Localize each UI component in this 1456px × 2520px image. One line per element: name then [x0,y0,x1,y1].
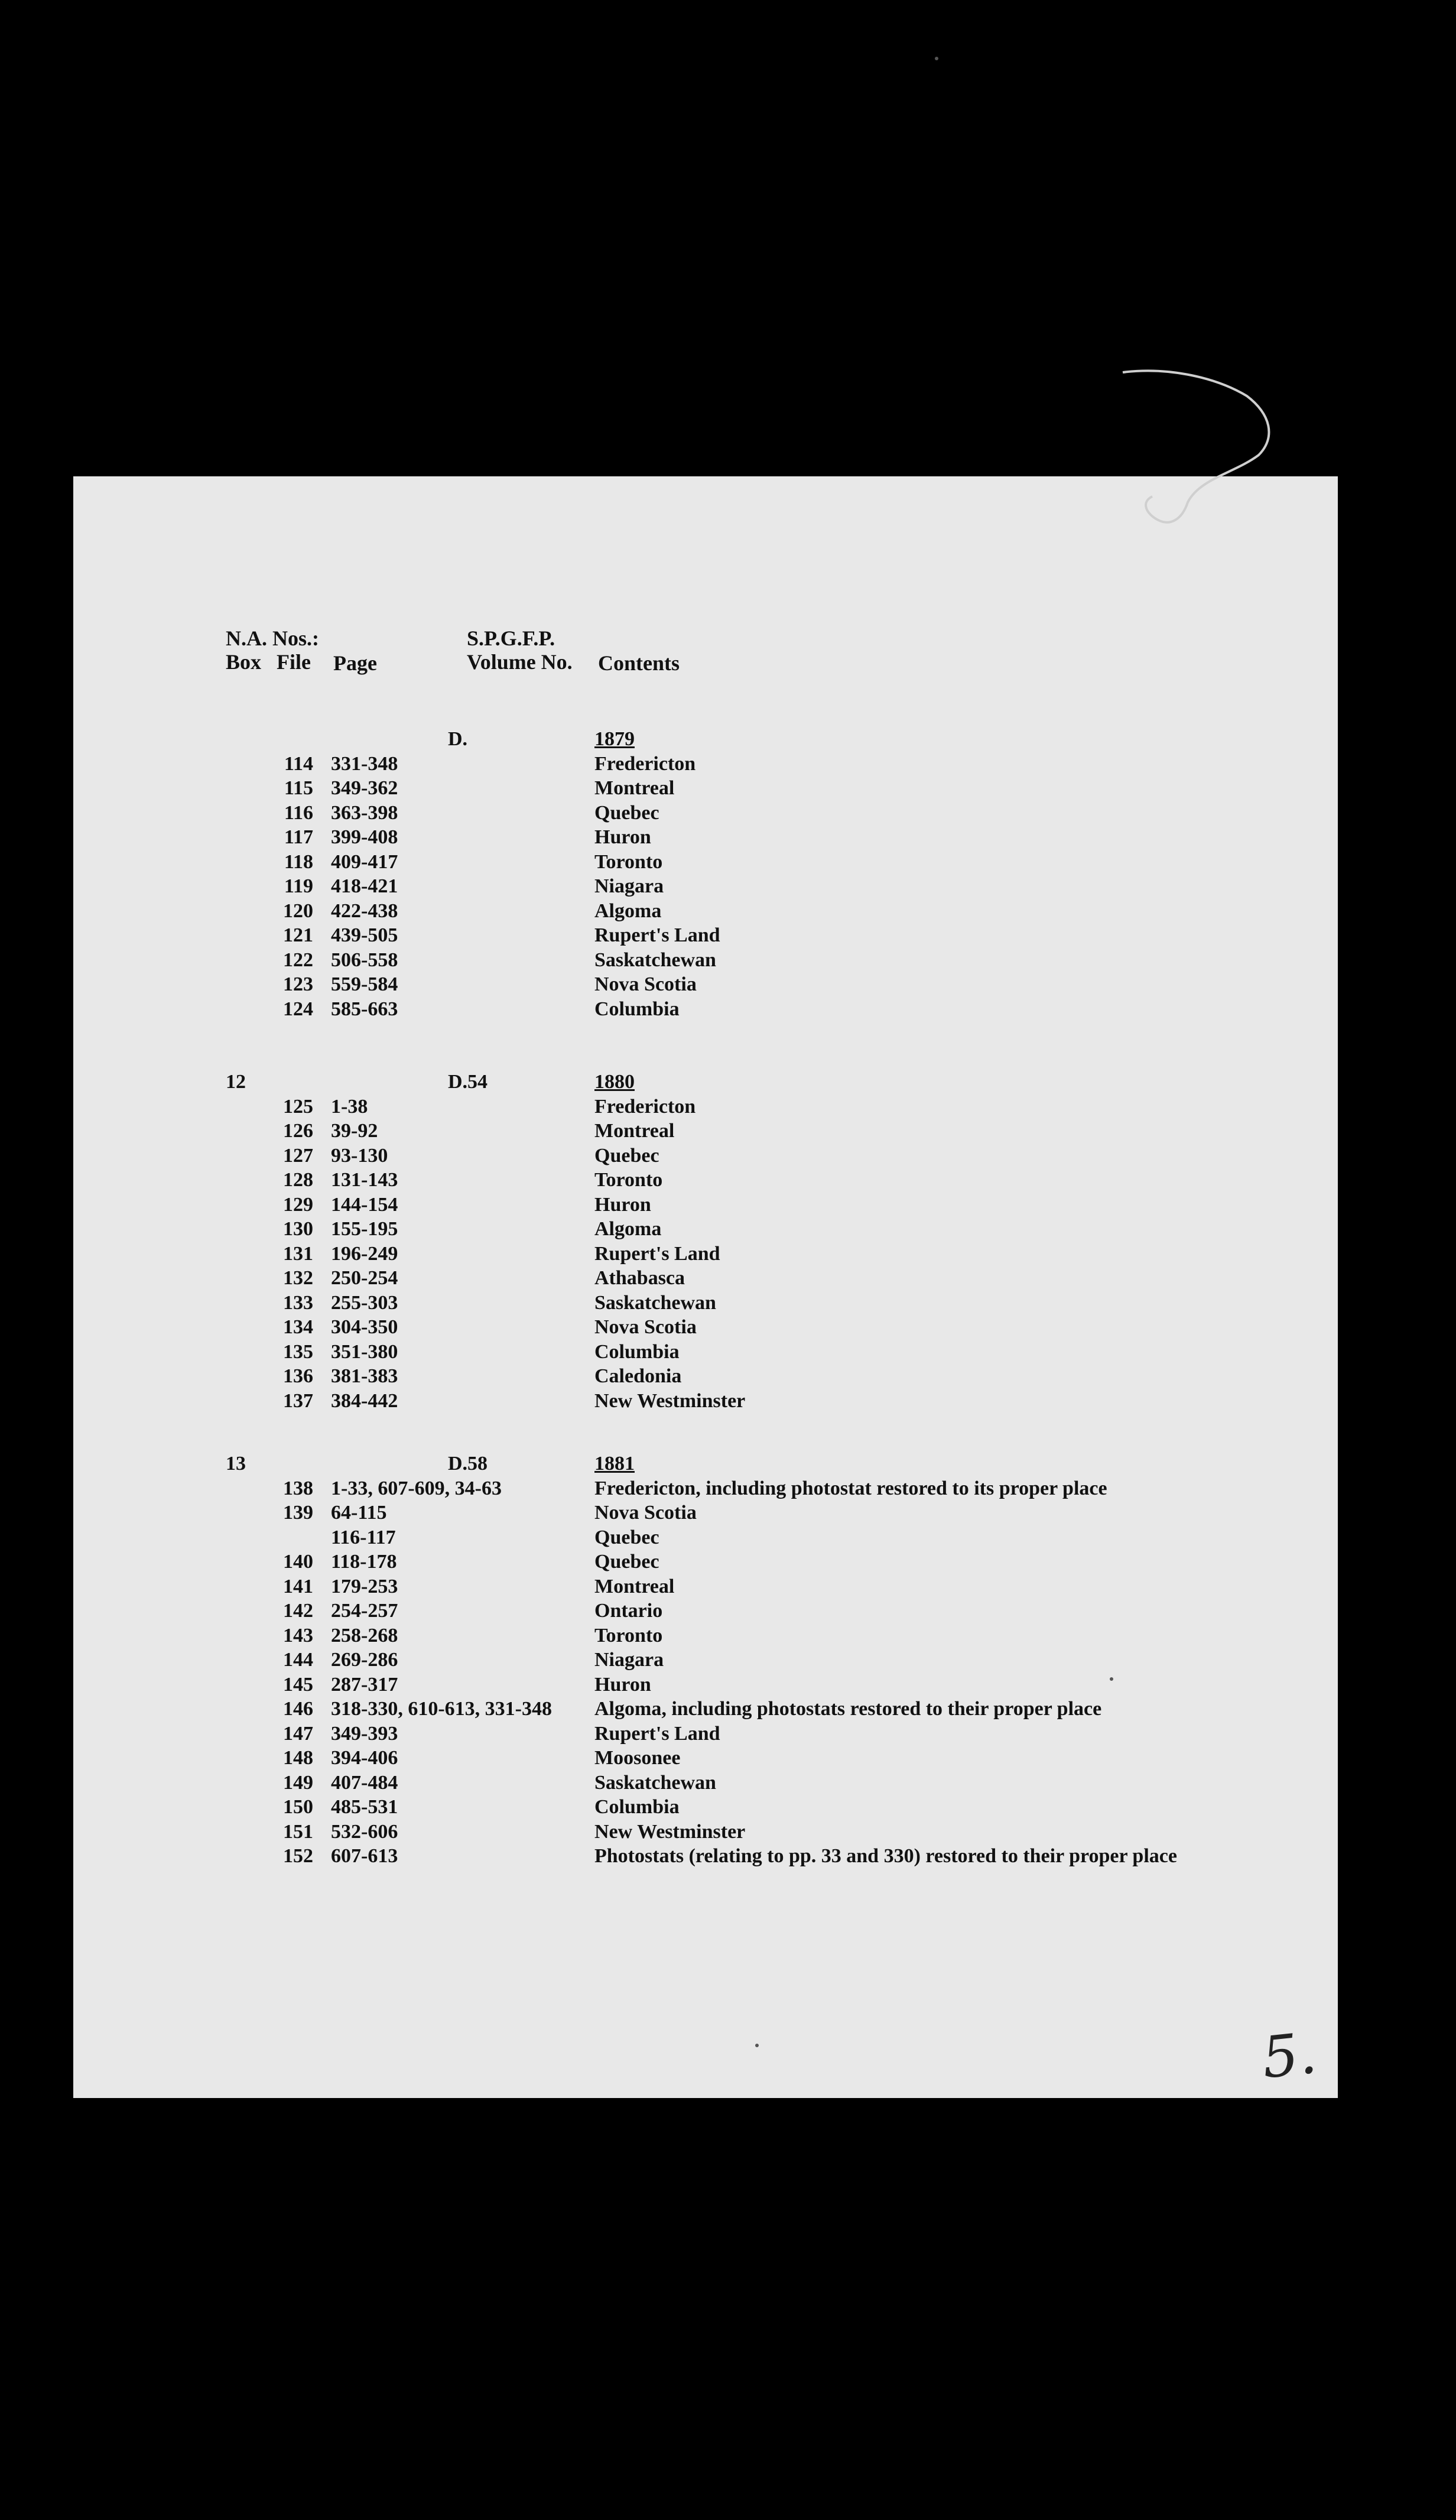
section-heading-row [73,1070,1338,1094]
section-heading-row [73,727,1338,751]
file-cell: 140 [283,1551,313,1573]
file-cell: 134 [283,1316,313,1338]
file-cell: 142 [283,1600,313,1622]
table-row [73,1697,1338,1721]
contents-cell: Fredericton [594,1095,696,1118]
table-row [73,874,1338,898]
table-row [73,1550,1338,1574]
contents-cell: Huron [594,1673,651,1696]
volume-cell: D. [448,728,468,750]
page-cell: 607-613 [331,1845,398,1867]
table-row [73,1574,1338,1599]
file-cell: 137 [283,1389,313,1412]
contents-cell: 1880 [594,1071,635,1093]
contents-cell: Columbia [594,998,680,1020]
header-na-nos: N.A. Nos.: [226,626,319,650]
page-cell: 349-362 [331,777,398,799]
contents-cell: Saskatchewan [594,949,716,971]
table-row [73,1389,1338,1413]
contents-cell: Fredericton, including photostat restored to its proper place [594,1477,1107,1499]
table-row [73,1144,1338,1168]
file-cell: 129 [283,1193,313,1216]
file-cell: 119 [284,875,313,897]
file-cell: 133 [283,1291,313,1314]
page-cell: 196-249 [331,1242,398,1265]
page-cell: 118-178 [331,1551,397,1573]
table-row [73,1795,1338,1819]
header-spgfp: S.P.G.F.P. [467,626,555,650]
page-cell: 144-154 [331,1193,398,1216]
contents-cell: Montreal [594,1575,675,1597]
handwritten-page-number: 5. [1259,2019,1320,2092]
contents-cell: Toronto [594,850,663,873]
table-row [73,972,1338,996]
box-cell: 12 [226,1071,246,1093]
page-cell: 394-406 [331,1747,398,1769]
file-cell: 116 [284,801,313,824]
table-row [73,1648,1338,1672]
file-cell: 148 [283,1747,313,1769]
page-cell: 351-380 [331,1340,398,1363]
page-cell: 131-143 [331,1169,398,1191]
file-cell: 127 [283,1144,313,1167]
page-cell: 349-393 [331,1722,398,1745]
page-cell: 179-253 [331,1575,398,1597]
table-row [73,1340,1338,1364]
file-cell: 143 [283,1624,313,1647]
page-cell: 559-584 [331,973,398,995]
table-row [73,997,1338,1021]
contents-cell: Nova Scotia [594,1316,697,1338]
page-cell: 254-257 [331,1600,398,1622]
table-row [73,801,1338,825]
table-row [73,1217,1338,1241]
page-cell: 331-348 [331,752,398,775]
file-cell: 120 [283,899,313,922]
page-cell: 407-484 [331,1771,398,1794]
dust-speck [935,57,938,60]
table-row [73,1315,1338,1339]
contents-cell: Photostats (relating to pp. 33 and 330) restored to their proper place [594,1845,1177,1867]
page-cell: 532-606 [331,1820,398,1843]
string-scrap-image [1099,361,1288,538]
table-row [73,752,1338,776]
table-row [73,1599,1338,1623]
file-cell: 136 [283,1365,313,1387]
file-cell: 128 [283,1169,313,1191]
page-cell: 381-383 [331,1365,398,1387]
header-volume: Volume No. [467,650,573,674]
contents-cell: Ontario [594,1600,663,1622]
contents-cell: Nova Scotia [594,1502,697,1524]
page-cell: 363-398 [331,801,398,824]
file-cell: 126 [283,1120,313,1142]
contents-cell: Quebec [594,1551,659,1573]
table-row [73,1291,1338,1315]
document-page [73,476,1338,2098]
contents-cell: Toronto [594,1624,663,1647]
header-contents: Contents [598,651,680,675]
contents-cell: Algoma, including photostats restored to their proper place [594,1698,1102,1720]
header-file: File [277,650,311,674]
contents-cell: Rupert's Land [594,1242,720,1265]
file-cell: 138 [283,1477,313,1499]
table-row [73,1266,1338,1290]
dust-speck [755,2044,759,2047]
table-row [73,1771,1338,1795]
contents-cell: Toronto [594,1169,663,1191]
contents-cell: Quebec [594,801,659,824]
contents-cell: New Westminster [594,1389,746,1412]
page-cell: 93-130 [331,1144,388,1167]
page-cell: 116-117 [331,1526,396,1548]
table-row [73,1193,1338,1217]
header-box: Box [226,650,262,674]
contents-cell: Algoma [594,899,662,922]
page-cell: 418-421 [331,875,398,897]
file-cell: 141 [283,1575,313,1597]
contents-cell: Montreal [594,1120,675,1142]
table-row [73,776,1338,800]
contents-cell: 1879 [594,728,635,750]
file-cell: 152 [283,1845,313,1867]
contents-cell: Saskatchewan [594,1771,716,1794]
table-row [73,1095,1338,1119]
file-cell: 117 [284,826,313,848]
table-row [73,1623,1338,1648]
file-cell: 130 [283,1218,313,1240]
page-cell: 258-268 [331,1624,398,1647]
table-row [73,1746,1338,1770]
page-cell: 39-92 [331,1120,378,1142]
contents-cell: 1881 [594,1453,635,1475]
contents-cell: Columbia [594,1340,680,1363]
file-cell: 115 [284,777,313,799]
table-row [73,1820,1338,1844]
section-heading-row [73,1451,1338,1476]
table-row [73,1364,1338,1388]
page-cell: 1-33, 607-609, 34-63 [331,1477,502,1499]
contents-cell: New Westminster [594,1820,746,1843]
table-row [73,923,1338,947]
table-row [73,1673,1338,1697]
file-cell: 145 [283,1673,313,1696]
file-cell: 151 [283,1820,313,1843]
contents-cell: Moosonee [594,1747,681,1769]
table-row [73,1476,1338,1501]
page-cell: 318-330, 610-613, 331-348 [331,1698,552,1720]
contents-cell: Saskatchewan [594,1291,716,1314]
table-row [73,1119,1338,1143]
table-row [73,899,1338,923]
page-cell: 409-417 [331,850,398,873]
contents-cell: Niagara [594,875,664,897]
header-page: Page [333,651,377,675]
table-row [73,1844,1338,1868]
contents-cell: Rupert's Land [594,1722,720,1745]
volume-cell: D.54 [448,1071,488,1093]
page-cell: 269-286 [331,1649,398,1671]
page-cell: 287-317 [331,1673,398,1696]
page-cell: 155-195 [331,1218,398,1240]
file-cell: 123 [283,973,313,995]
file-cell: 139 [283,1502,313,1524]
page-cell: 422-438 [331,899,398,922]
table-row [73,825,1338,849]
file-cell: 125 [283,1095,313,1118]
table-row [73,850,1338,874]
contents-cell: Huron [594,1193,651,1216]
file-cell: 149 [283,1771,313,1794]
volume-cell: D.58 [448,1453,488,1475]
file-cell: 114 [284,752,313,775]
page-cell: 399-408 [331,826,398,848]
file-cell: 135 [283,1340,313,1363]
page-cell: 485-531 [331,1796,398,1818]
section-heading-row [73,1525,1338,1550]
box-cell: 13 [226,1453,246,1475]
contents-cell: Caledonia [594,1365,682,1387]
contents-cell: Huron [594,826,651,848]
page-cell: 1-38 [331,1095,368,1118]
page-cell: 304-350 [331,1316,398,1338]
file-cell: 150 [283,1796,313,1818]
page-cell: 439-505 [331,924,398,946]
page-cell: 506-558 [331,949,398,971]
contents-cell: Fredericton [594,752,696,775]
file-cell: 132 [283,1267,313,1289]
contents-cell: Algoma [594,1218,662,1240]
table-row [73,1501,1338,1525]
contents-cell: Quebec [594,1526,659,1548]
page-cell: 64-115 [331,1502,387,1524]
contents-cell: Montreal [594,777,675,799]
page-cell: 384-442 [331,1389,398,1412]
file-cell: 118 [284,850,313,873]
contents-cell: Athabasca [594,1267,685,1289]
file-cell: 121 [283,924,313,946]
contents-cell: Nova Scotia [594,973,697,995]
contents-cell: Niagara [594,1649,664,1671]
page-cell: 255-303 [331,1291,398,1314]
dust-speck [1110,1677,1113,1681]
contents-cell: Rupert's Land [594,924,720,946]
file-cell: 124 [283,998,313,1020]
page-cell: 585-663 [331,998,398,1020]
table-row [73,1722,1338,1746]
table-row [73,948,1338,972]
file-cell: 147 [283,1722,313,1745]
file-cell: 146 [283,1698,313,1720]
table-row [73,1242,1338,1266]
file-cell: 122 [283,949,313,971]
file-cell: 131 [283,1242,313,1265]
contents-cell: Columbia [594,1796,680,1818]
file-cell: 144 [283,1649,313,1671]
contents-cell: Quebec [594,1144,659,1167]
table-row [73,1168,1338,1192]
page-cell: 250-254 [331,1267,398,1289]
